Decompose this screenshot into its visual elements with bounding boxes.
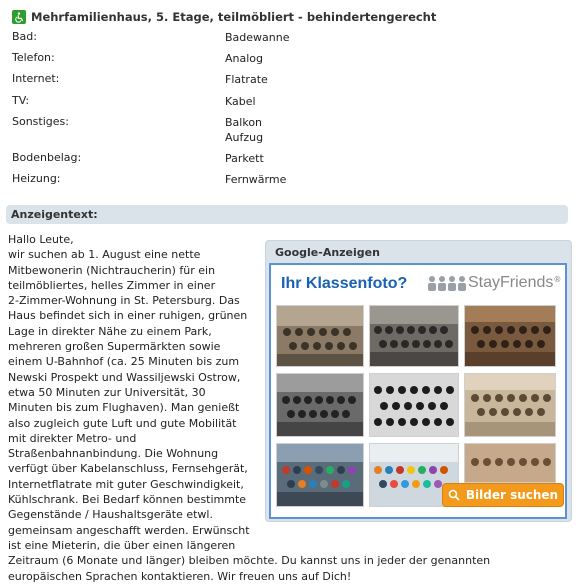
detail-label: Sonstiges: — [12, 115, 69, 128]
detail-value: Balkon — [225, 116, 263, 129]
ad-text-line: einem U-Bahnhof (ca. 25 Minuten bis zum — [8, 355, 240, 369]
ad-text-line: Lage in direkter Nähe zu einem Park, — [8, 324, 212, 338]
ad-text-line: mehreren großen Supermärkten sowie — [8, 340, 221, 354]
detail-value: Analog — [225, 52, 264, 65]
bilder-suchen-button[interactable] — [442, 483, 564, 507]
ad-text-line: Gegenstände / Haushaltsgeräte etwl. — [8, 508, 213, 522]
detail-value: Parkett — [225, 152, 264, 165]
detail-label: Bad: — [12, 30, 37, 43]
bilder-suchen-label: Bilder suchen — [465, 488, 559, 502]
google-ads-box — [265, 240, 572, 522]
ad-text-line: Haus befindet sich in einer ruhigen, grünen — [8, 309, 248, 323]
ad-text-line: Zeitraum (6 Monate und länger) bleiben möchte. Du kannst uns in jeder der genannten — [8, 554, 491, 568]
ad-text-line: Minuten bis zum Flughaven). Man genießt — [8, 401, 240, 415]
class-photo — [464, 373, 556, 437]
ad-text-line: wir suchen ab 1. August eine nette — [8, 248, 201, 262]
ad-text-line: Newski Prospekt und Wassiljewski Ostrow, — [8, 370, 241, 384]
class-photo — [369, 373, 459, 437]
section-heading: Anzeigentext: — [11, 208, 98, 221]
ad-text-line: verfügt über Kabelanschluss, Fernsehgerät, — [8, 462, 248, 476]
ad-text-line: also zugleich gute Luft und gute Mobilität — [8, 416, 237, 430]
ad-headline: Ihr Klassenfoto? — [281, 275, 408, 292]
ad-text-line: etwa 50 Minuten zur Universität, 30 — [8, 385, 206, 399]
ad-text-line: teilmöbliertes, helles Zimmer in einer — [8, 278, 216, 292]
listing-title-row — [12, 9, 436, 25]
wheelchair-icon — [12, 10, 26, 24]
ad-text-line: mit direkter Metro- und — [8, 431, 137, 445]
class-photo — [369, 305, 459, 367]
class-photo — [464, 305, 556, 367]
ad-text-line: Hallo Leute, — [8, 233, 74, 246]
detail-label: Internet: — [12, 72, 60, 85]
ad-text-line: 2-Zimmer-Wohnung in St. Petersburg. Das — [8, 294, 240, 308]
registered-mark: ® — [553, 274, 562, 284]
people-icon — [426, 275, 468, 291]
ad-text-line: gemeinsam angeschafft werden. Erwünscht — [8, 523, 250, 537]
ad-text-line: europäischen Sprachen kontaktieren. Wir freuen uns auf Dich! — [8, 569, 352, 583]
detail-value: Aufzug — [225, 131, 264, 144]
listing-title: Mehrfamilienhaus, 5. Etage, teilmöbliert - behindertengerecht — [31, 10, 437, 24]
class-photo — [276, 373, 364, 437]
google-ads-heading: Google-Anzeigen — [275, 246, 380, 259]
detail-value: Flatrate — [225, 73, 268, 86]
search-icon — [448, 489, 460, 501]
detail-label: Heizung: — [12, 172, 61, 185]
detail-label: Bodenbelag: — [12, 151, 82, 164]
ad-text-section-header — [6, 205, 568, 224]
class-photo — [276, 305, 364, 367]
detail-label: TV: — [12, 94, 30, 107]
ad-brand-name: StayFriends — [468, 274, 554, 291]
ad-text-line: Straßenbahnanbindung. Die Wohnung — [8, 447, 219, 461]
ad-text-line: Kühlschrank. Bei Bedarf können bestimmte — [8, 493, 247, 507]
detail-label: Telefon: — [12, 51, 55, 64]
stayfriends-ad-banner[interactable] — [269, 263, 567, 519]
ad-text-line: ist eine Mieterin, die über einen längeren — [8, 538, 236, 552]
ad-text-line: Mitbewonerin (Nichtraucherin) für ein — [8, 263, 216, 277]
detail-value: Kabel — [225, 95, 256, 108]
class-photo — [276, 443, 364, 507]
stayfriends-logo — [426, 274, 561, 292]
class-photo — [464, 443, 556, 483]
ad-text-line: Internetflatrate mit guter Geschwindigkeit, — [8, 477, 244, 491]
detail-value: Badewanne — [225, 31, 290, 44]
detail-value: Fernwärme — [225, 173, 287, 186]
